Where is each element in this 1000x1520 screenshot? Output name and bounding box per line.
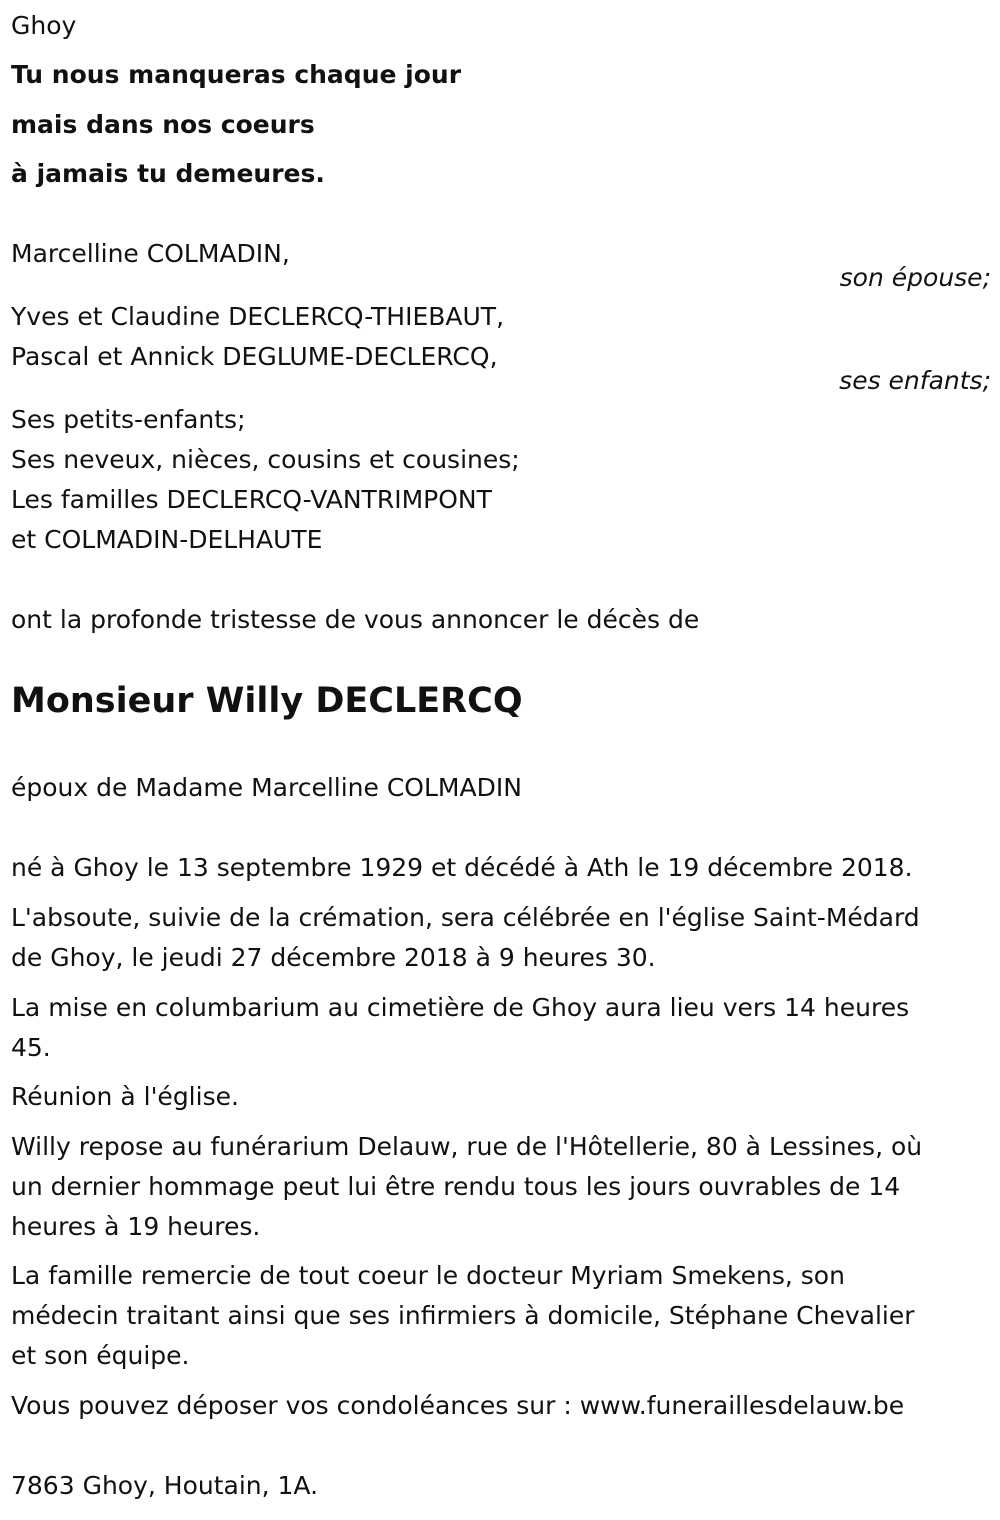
epitaph-line-3: à jamais tu demeures. <box>11 159 325 188</box>
family-line-2: Ses neveux, nièces, cousins et cousines; <box>11 445 520 474</box>
epitaph-line-1: Tu nous manqueras chaque jour <box>11 60 462 89</box>
spouse-of: époux de Madame Marcelline COLMADIN <box>11 773 522 802</box>
spouse-role: son épouse; <box>839 263 991 292</box>
condolences-line: Vous pouvez déposer vos condoléances sur : www.funeraillesdelauw.be <box>11 1391 905 1420</box>
children-role: ses enfants; <box>839 366 991 395</box>
detail-line-8: un dernier hommage peut lui être rendu tous les jours ouvrables de 14 <box>11 1172 901 1201</box>
announcement: ont la profonde tristesse de vous annoncer le décès de <box>11 605 700 634</box>
detail-line-3: de Ghoy, le jeudi 27 décembre 2018 à 9 heures 30. <box>11 943 656 972</box>
detail-line-6: Réunion à l'église. <box>11 1082 239 1111</box>
family-line-3: Les familles DECLERCQ-VANTRIMPONT <box>11 485 492 514</box>
child-line-2: Pascal et Annick DEGLUME-DECLERCQ, <box>11 342 498 371</box>
spouse-name: Marcelline COLMADIN, <box>11 239 290 268</box>
detail-line-12: et son équipe. <box>11 1341 190 1370</box>
family-line-1: Ses petits-enfants; <box>11 405 246 434</box>
family-line-4: et COLMADIN-DELHAUTE <box>11 525 323 554</box>
detail-line-7: Willy repose au funérarium Delauw, rue de l'Hôtellerie, 80 à Lessines, où <box>11 1132 923 1161</box>
epitaph-line-2: mais dans nos coeurs <box>11 110 315 139</box>
detail-line-9: heures à 19 heures. <box>11 1212 261 1241</box>
place-heading: Ghoy <box>11 11 77 40</box>
address: 7863 Ghoy, Houtain, 1A. <box>11 1471 319 1500</box>
deceased-name: Monsieur Willy DECLERCQ <box>11 681 523 721</box>
detail-line-2: L'absoute, suivie de la crémation, sera célébrée en l'église Saint-Médard <box>11 903 920 932</box>
detail-line-4: La mise en columbarium au cimetière de Ghoy aura lieu vers 14 heures <box>11 993 910 1022</box>
child-line-1: Yves et Claudine DECLERCQ-THIEBAUT, <box>11 302 505 331</box>
detail-line-10: La famille remercie de tout coeur le docteur Myriam Smekens, son <box>11 1261 845 1290</box>
detail-line-1: né à Ghoy le 13 septembre 1929 et décédé à Ath le 19 décembre 2018. <box>11 853 913 882</box>
detail-line-11: médecin traitant ainsi que ses infirmiers à domicile, Stéphane Chevalier <box>11 1301 915 1330</box>
detail-line-5: 45. <box>11 1033 51 1062</box>
